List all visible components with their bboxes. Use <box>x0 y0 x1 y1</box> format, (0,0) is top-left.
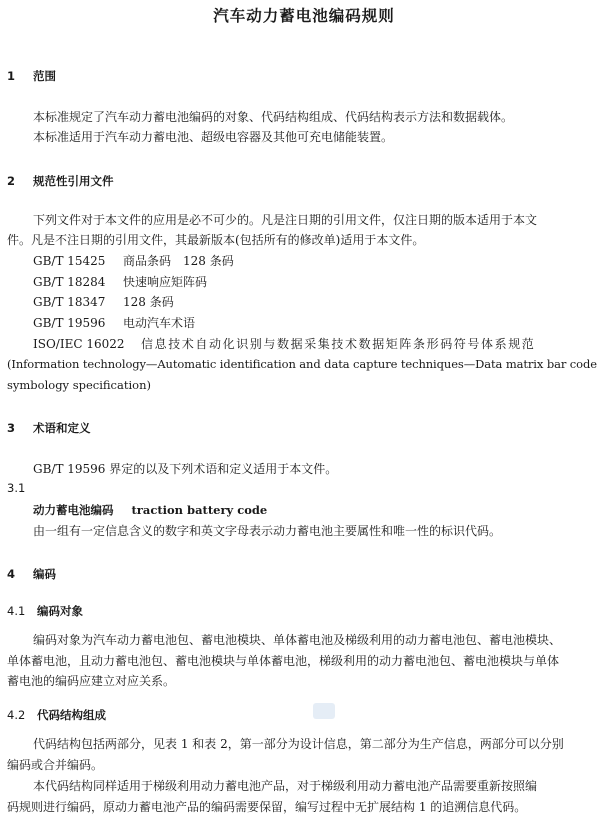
term-chinese: 动力蓄电池编码 <box>33 503 114 517</box>
term-entry <box>33 502 267 518</box>
document-title: 汽车动力蓄电池编码规则 <box>213 7 395 25</box>
paragraph: 件。凡是不注日期的引用文件，其最新版本(包括所有的修改单)适用于本文件。 <box>7 233 425 247</box>
paragraph: 下列文件对于本文件的应用是必不可少的。凡是注日期的引用文件，仅注日期的版本适用于本文 <box>33 213 538 227</box>
paragraph: 本代码结构同样适用于梯级利用动力蓄电池产品，对于梯级利用动力蓄电池产品需要重新按照编 <box>33 779 538 793</box>
reference-english-title: (Information technology—Automatic identification and data capture techniques—Data matrix bar code <box>7 357 597 371</box>
section-title: 规范性引用文件 <box>33 174 114 188</box>
term-english: traction battery code <box>131 503 268 517</box>
watermark-logo <box>313 703 335 719</box>
reference-code: GB/T 19596 <box>33 316 106 330</box>
paragraph: 本标准适用于汽车动力蓄电池、超级电容器及其他可充电储能装置。 <box>33 130 394 144</box>
reference-item <box>33 294 174 310</box>
reference-item <box>33 315 195 331</box>
section-1-heading <box>7 68 56 84</box>
reference-code: ISO/IEC 16022 <box>33 337 125 351</box>
paragraph: GB/T 19596 界定的以及下列术语和定义适用于本文件。 <box>33 462 338 476</box>
section-number: 3 <box>7 421 16 435</box>
paragraph: 编码或合并编码。 <box>7 758 104 772</box>
section-number: 4.1 <box>7 604 26 618</box>
section-4-heading <box>7 566 56 582</box>
reference-item-iso <box>33 336 535 352</box>
paragraph: 蓄电池的编码应建立对应关系。 <box>7 674 176 688</box>
term-definition: 由一组有一定信息含义的数字和英文字母表示动力蓄电池主要属性和唯一性的标识代码。 <box>33 524 502 538</box>
paragraph: 代码结构包括两部分，见表 1 和表 2，第一部分为设计信息，第二部分为生产信息，两部分可以分别 <box>33 737 564 751</box>
reference-english-title: symbology specification) <box>7 378 151 392</box>
paragraph: 本标准规定了汽车动力蓄电池编码的对象、代码结构组成、代码结构表示方法和数据载体。 <box>33 110 514 124</box>
section-title: 代码结构组成 <box>37 708 106 722</box>
section-number: 4.2 <box>7 708 26 722</box>
section-4-2-heading <box>7 707 106 723</box>
section-3-heading <box>7 420 91 436</box>
section-number: 2 <box>7 174 16 188</box>
reference-item <box>33 253 234 269</box>
section-title: 范围 <box>33 69 56 83</box>
paragraph: 单体蓄电池，且动力蓄电池包、蓄电池模块与单体蓄电池，梯级利用的动力蓄电池包、蓄电池模块与单体 <box>7 654 560 668</box>
reference-title: 快速响应矩阵码 <box>123 275 208 289</box>
section-title: 术语和定义 <box>33 421 91 435</box>
reference-title: 信息技术自动化识别与数据采集技术数据矩阵条形码符号体系规范 <box>141 337 536 351</box>
paragraph: 码规则进行编码，原动力蓄电池产品的编码需要保留，编写过程中无扩展结构 1 的追溯信息代码。 <box>7 800 527 814</box>
reference-code: GB/T 15425 <box>33 254 106 268</box>
reference-code: GB/T 18284 <box>33 275 106 289</box>
paragraph: 编码对象为汽车动力蓄电池包、蓄电池模块、单体蓄电池及梯级利用的动力蓄电池包、蓄电池模块、 <box>33 633 562 647</box>
reference-title: 128 条码 <box>123 295 174 309</box>
reference-code: GB/T 18347 <box>33 295 106 309</box>
section-4-1-heading <box>7 603 83 619</box>
reference-title: 电动汽车术语 <box>123 316 196 330</box>
reference-title: 商品条码 128 条码 <box>123 254 234 268</box>
section-title: 编码 <box>33 567 56 581</box>
section-number: 4 <box>7 567 16 581</box>
subsection-number: 3.1 <box>7 481 26 495</box>
section-title: 编码对象 <box>37 604 83 618</box>
reference-item <box>33 274 207 290</box>
section-number: 1 <box>7 69 16 83</box>
section-2-heading <box>7 173 114 189</box>
